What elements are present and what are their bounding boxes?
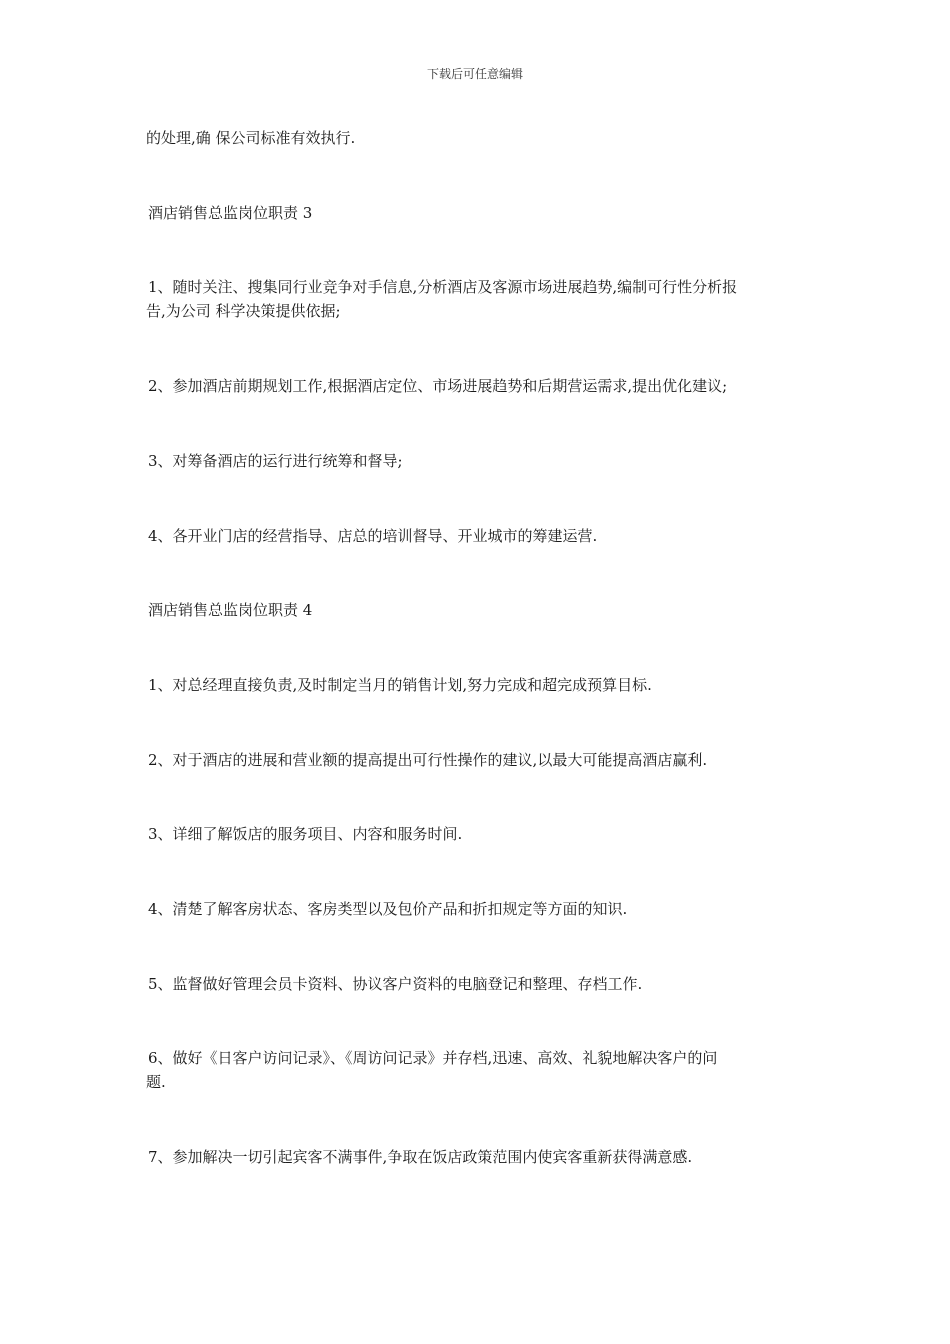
list-item: 4、清楚了解客房状态、客房类型以及包价产品和折扣规定等方面的知识. (148, 900, 628, 918)
list-item: 7、参加解决一切引起宾客不满事件,争取在饭店政策范围内使宾客重新获得满意感. (148, 1148, 693, 1166)
paragraph-continuation: 的处理,确 保公司标准有效执行. (146, 129, 356, 147)
list-item: 1、对总经理直接负责,及时制定当月的销售计划,努力完成和超完成预算目标. (148, 676, 652, 694)
list-item: 3、对筹备酒店的运行进行统筹和督导; (148, 452, 403, 470)
list-item: 5、监督做好管理会员卡资料、协议客户资料的电脑登记和整理、存档工作. (148, 975, 643, 993)
page-header: 下载后可任意编辑 (426, 67, 523, 81)
list-item-continuation: 题. (146, 1073, 166, 1091)
list-item: 2、对于酒店的进展和营业额的提高提出可行性操作的建议,以最大可能提高酒店赢利. (148, 751, 708, 769)
list-item: 6、做好《日客户访问记录》、《周访问记录》并存档,迅速、高效、礼貌地解决客户的问 (148, 1049, 718, 1067)
section-heading-4: 酒店销售总监岗位职责 4 (148, 601, 313, 619)
list-item: 1、随时关注、搜集同行业竞争对手信息,分析酒店及客源市场进展趋势,编制可行性分析报 (148, 278, 738, 296)
list-item: 4、各开业门店的经营指导、店总的培训督导、开业城市的筹建运营. (148, 527, 598, 545)
list-item-continuation: 告,为公司 科学决策提供依据; (146, 302, 341, 320)
section-heading-3: 酒店销售总监岗位职责 3 (148, 204, 313, 222)
list-item: 2、参加酒店前期规划工作,根据酒店定位、市场进展趋势和后期营运需求,提出优化建议; (148, 377, 728, 395)
list-item: 3、详细了解饭店的服务项目、内容和服务时间. (148, 825, 463, 843)
